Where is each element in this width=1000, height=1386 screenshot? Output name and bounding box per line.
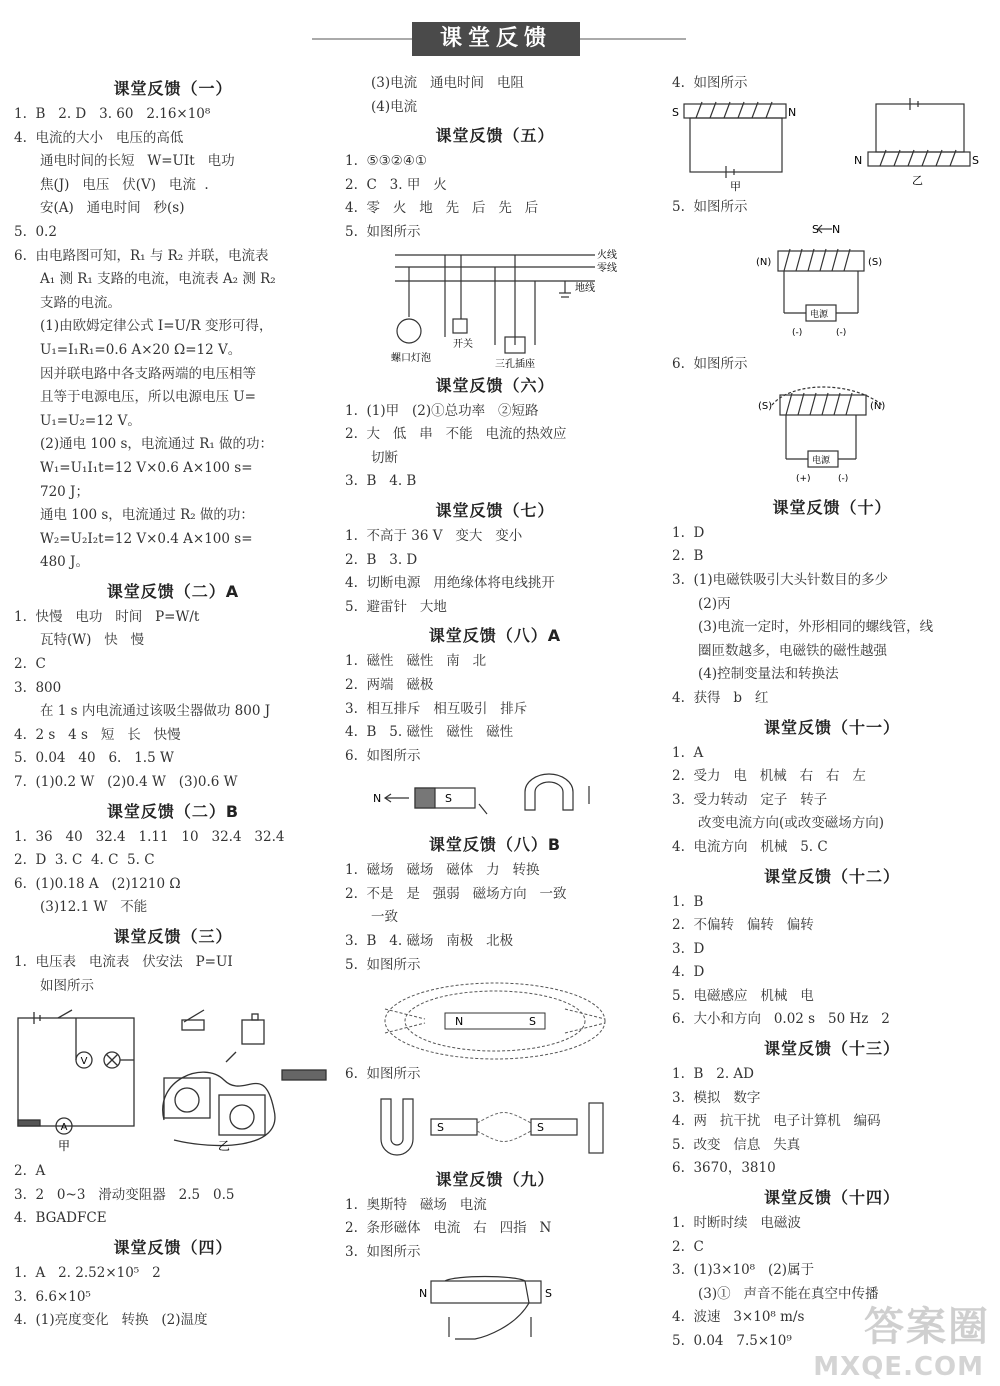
- label-top-n: N: [832, 223, 841, 237]
- answer-line: (1)由欧姆定律公式 I=U/R 变形可得，: [40, 318, 273, 335]
- answer-line: 6. 3670，3810: [672, 1160, 776, 1177]
- answer-line: 6. (1)0.18 A (2)1210 Ω: [14, 875, 181, 892]
- answer-line: 2. C 3. 甲 火: [345, 176, 447, 193]
- answer-line: 5. 避雷针 大地: [345, 598, 447, 615]
- label-minus: (-): [838, 473, 849, 484]
- answer-line: 2. 不是 是 强弱 磁场方向 一致: [345, 885, 567, 902]
- header-rule-right: [580, 38, 686, 40]
- answer-line: 2. 大 低 串 不能 电流的热效应: [345, 426, 567, 443]
- label-yi: 乙: [912, 173, 923, 187]
- label-s: S: [437, 1120, 444, 1134]
- answer-line: 5. 0.04 7.5×10⁹: [672, 1333, 792, 1349]
- figure-solenoids: [672, 98, 992, 194]
- answer-line: 3. (1)电磁铁吸引大头针数目的多少: [672, 571, 889, 588]
- answer-line: 4. 电流的大小 电压的高低: [14, 129, 184, 146]
- answer-line: 3. B 4. B: [345, 473, 417, 490]
- label-socket: 三孔插座: [495, 358, 535, 369]
- figure-magnets-field: [345, 1089, 645, 1163]
- meter-v-label: V: [80, 1056, 88, 1068]
- answer-line: 3. B 4. 磁场 南极 北极: [345, 933, 514, 950]
- label-left-pole: (S): [758, 400, 773, 412]
- section-title: 课堂反馈（十四）: [763, 1188, 900, 1208]
- answer-line: 3. 如图所示: [345, 1244, 421, 1261]
- answer-line: 3. 受力转动 定子 转子: [672, 791, 828, 808]
- answer-line: 1. 奥斯特 磁场 电流: [345, 1196, 487, 1213]
- answer-line: 在 1 s 内电流通过该吸尘器做功 800 J: [40, 703, 271, 720]
- label-top-s: S: [812, 223, 819, 237]
- answer-line: (2)丙: [698, 595, 731, 612]
- label-s: S: [529, 1015, 536, 1029]
- answer-line: 1. B 2. AD: [672, 1066, 755, 1083]
- answer-line: 安(A) 通电时间 秒(s): [40, 200, 185, 217]
- label-s-2: S: [537, 1120, 544, 1134]
- answer-line: 6. 如图所示: [345, 1066, 421, 1083]
- figure-circuit-3: [14, 1000, 332, 1158]
- label-left-pole: (N): [756, 257, 772, 269]
- figure-right-hand-rule: [345, 1267, 645, 1343]
- section-title: 课堂反馈（八）A: [428, 626, 562, 646]
- answer-line: 4. 零 火 地 先 后 先 后: [345, 200, 539, 217]
- label-n: N: [419, 1286, 428, 1300]
- label-plus: (+): [796, 473, 811, 484]
- figure-bar-magnet-field: [345, 979, 645, 1061]
- section-title: 课堂反馈（一）: [113, 79, 233, 98]
- answer-line: 因并联电路中各支路两端的电压相等: [40, 365, 256, 382]
- answer-line: 4. 波速 3×10⁸ m/s: [672, 1309, 805, 1326]
- answer-line: 5. 如图所示: [345, 956, 421, 973]
- answer-column-2: [345, 72, 645, 1345]
- answer-line: (2)通电 100 s，电流通过 R₁ 做的功：: [40, 436, 274, 453]
- label-s: S: [445, 792, 452, 806]
- answer-line: 1. 时断时续 电磁波: [672, 1215, 801, 1232]
- section-title: 课堂反馈（五）: [435, 126, 555, 146]
- answer-line: 2. C: [672, 1238, 704, 1255]
- section-title: 课堂反馈（三）: [113, 927, 233, 946]
- answer-line: 4. 电流方向 机械 5. C: [672, 838, 828, 855]
- label-s: S: [672, 105, 679, 119]
- answer-line: 焦(J) 电压 伏(V) 电流 .: [40, 176, 209, 193]
- answer-column-3: [672, 72, 992, 1354]
- answer-line: 且等于电源电压，所以电源电压 U=: [40, 389, 256, 406]
- figure-home-circuit: [345, 247, 645, 369]
- answer-column-1: [14, 72, 332, 1333]
- answer-line: 3. (1)3×10⁸ (2)属于: [672, 1262, 815, 1279]
- answer-line: 2. 条形磁体 电流 右 四指 N: [345, 1220, 552, 1237]
- answer-line: 3. D: [672, 940, 705, 957]
- answer-line: 一致: [371, 909, 398, 926]
- section-title: 课堂反馈（十一）: [763, 717, 900, 737]
- figure-label-jia: 甲: [57, 1139, 71, 1154]
- label-jia: 甲: [730, 179, 741, 193]
- answer-line: (3)12.1 W 不能: [40, 899, 148, 916]
- label-lamp: 螺口灯泡: [391, 352, 431, 364]
- label-power: 电源: [812, 455, 831, 466]
- answer-line: 1. 36 40 32.4 1.11 10 32.4 32.4: [14, 828, 285, 845]
- meter-a-label: A: [60, 1122, 68, 1134]
- answer-line: 3. 800: [14, 679, 62, 696]
- answer-line: 720 J；: [40, 483, 89, 500]
- answer-line: 1. D: [672, 524, 705, 541]
- figure-solenoid-power-5: [672, 221, 992, 351]
- answer-line: 2. C: [14, 656, 46, 673]
- answer-line: 1. ⑤③②④①: [345, 153, 427, 170]
- label-n: N: [373, 792, 382, 806]
- header-rule-left: [312, 38, 412, 40]
- answer-line: 4. 如图所示: [672, 75, 748, 91]
- watermark-logo: 答案圈: [864, 1304, 990, 1350]
- answer-line: 3. 相互排斥 相互吸引 排斥: [345, 700, 528, 717]
- answer-line: 1. B: [672, 893, 704, 910]
- answer-line: 5. 0.2: [14, 223, 57, 240]
- label-switch: 开关: [453, 338, 473, 350]
- answer-line: 1. 磁性 磁性 南 北: [345, 653, 487, 670]
- answer-line: 通电 100 s，电流通过 R₂ 做的功：: [40, 507, 254, 524]
- answer-line: 5. 改变 信息 失真: [672, 1136, 801, 1153]
- section-title: 课堂反馈（四）: [113, 1237, 233, 1257]
- answer-line: 4. 2 s 4 s 短 长 快慢: [14, 726, 181, 743]
- answer-line: 2. D 3. C 4. C 5. C: [14, 852, 155, 869]
- answer-line: 5. 0.04 40 6. 1.5 W: [14, 750, 174, 767]
- section-title: 课堂反馈（十二）: [763, 866, 900, 886]
- answer-line: 1. 快慢 电功 时间 P=W/t: [14, 608, 200, 625]
- answer-line: 4. 切断电源 用绝缘体将电线挑开: [345, 575, 555, 592]
- answer-line: (3)电流 通电时间 电阻: [371, 75, 524, 91]
- answer-line: 5. 如图所示: [672, 198, 748, 215]
- answer-line: W₁=U₁I₁t=12 V×0.6 A×100 s=: [40, 459, 253, 476]
- label-neutral-wire: 零线: [597, 262, 617, 274]
- answer-line: (4)控制变量法和转换法: [698, 666, 839, 683]
- answer-line: 480 J。: [40, 554, 89, 571]
- answer-line: 5. 电磁感应 机械 电: [672, 987, 814, 1004]
- answer-line: 4. (1)亮度变化 转换 (2)温度: [14, 1312, 208, 1329]
- answer-line: 如图所示: [40, 977, 94, 994]
- answer-line: 圈匝数越多，电磁铁的磁性越强: [698, 642, 887, 659]
- answer-line: 瓦特(W) 快 慢: [40, 632, 145, 649]
- answer-line: (3)① 声音不能在真空中传播: [698, 1285, 879, 1302]
- answer-line: 4. 两 抗干扰 电子计算机 编码: [672, 1113, 881, 1130]
- label-right-pole: (S): [868, 257, 883, 269]
- section-title: 课堂反馈（七）: [435, 500, 555, 520]
- figure-solenoid-power-6: [672, 379, 992, 491]
- answer-line: 2. 两端 磁极: [345, 676, 434, 693]
- answer-line: A₁ 测 R₁ 支路的电流，电流表 A₂ 测 R₂: [40, 271, 276, 288]
- answer-line: 1. 磁场 磁场 磁体 力 转换: [345, 862, 540, 879]
- label-n: N: [788, 105, 797, 119]
- answer-line: 4. 获得 b 红: [672, 689, 769, 706]
- watermark-url: MXQE.COM: [813, 1352, 984, 1382]
- answer-line: 6. 由电路图可知，R₁ 与 R₂ 并联，电流表: [14, 247, 269, 264]
- answer-line: 1. B 2. D 3. 60 2.16×10⁸: [14, 106, 211, 122]
- answer-line: 2. 受力 电 机械 右 右 左: [672, 768, 866, 785]
- answer-line: 切断: [371, 449, 398, 466]
- label-live-wire: 火线: [597, 249, 617, 261]
- answer-line: 支路的电流。: [40, 294, 121, 311]
- answer-line: U₁=U₂=12 V。: [40, 412, 141, 429]
- answer-line: 3. 6.6×10⁵: [14, 1288, 91, 1305]
- answer-line: 3. 2 0~3 滑动变阻器 2.5 0.5: [14, 1186, 235, 1203]
- page-title: 课堂反馈: [412, 22, 580, 56]
- label-power: 电源: [810, 310, 829, 321]
- section-title: 课堂反馈（八）B: [428, 835, 562, 855]
- answer-line: 1. (1)甲 (2)①总功率 ②短路: [345, 402, 539, 419]
- answer-line: 6. 如图所示: [672, 356, 748, 373]
- label-s-2: S: [972, 153, 979, 167]
- answer-line: 6. 如图所示: [345, 747, 421, 764]
- answer-line: (3)电流一定时，外形相同的螺线管，线: [698, 619, 934, 636]
- answer-line: 通电时间的长短 W=UIt 电功: [40, 153, 235, 170]
- answer-line: 6. 大小和方向 0.02 s 50 Hz 2: [672, 1011, 890, 1028]
- answer-line: (4)电流: [371, 98, 418, 115]
- answer-line: 1. 电压表 电流表 伏安法 P=UI: [14, 954, 233, 970]
- section-title: 课堂反馈（十三）: [763, 1039, 900, 1059]
- answer-line: 1. A: [672, 744, 704, 761]
- figure-label-yi: 乙: [217, 1139, 231, 1154]
- answer-line: 4. BGADFCE: [14, 1210, 107, 1227]
- answer-line: 3. 模拟 数字: [672, 1089, 761, 1106]
- answer-line: 1. A 2. 2.52×10⁵ 2: [14, 1264, 161, 1281]
- label-right-pole: (N): [870, 400, 886, 412]
- label-n-2: N: [854, 153, 863, 167]
- answer-line: 2. 不偏转 偏转 偏转: [672, 917, 814, 934]
- answer-line: 5. 如图所示: [345, 223, 421, 240]
- answer-line: 2. B: [672, 548, 704, 565]
- answer-line: 2. A: [14, 1163, 46, 1180]
- answer-line: 改变电流方向(或改变磁场方向): [698, 815, 885, 832]
- section-title: 课堂反馈（二）A: [106, 581, 240, 601]
- section-title: 课堂反馈（二）B: [106, 801, 240, 821]
- answer-line: U₁=I₁R₁=0.6 A×20 Ω=12 V。: [40, 341, 242, 358]
- answer-line: 4. D: [672, 964, 705, 981]
- figure-magnet-needle: [345, 770, 645, 828]
- answer-line: 2. B 3. D: [345, 551, 418, 568]
- label-minus-left: (-): [792, 328, 803, 339]
- label-s: S: [545, 1286, 552, 1300]
- answer-line: 7. (1)0.2 W (2)0.4 W (3)0.6 W: [14, 774, 238, 791]
- label-minus-right: (-): [836, 328, 847, 339]
- section-title: 课堂反馈（六）: [435, 375, 555, 395]
- label-n: N: [455, 1015, 464, 1029]
- answer-line: W₂=U₂I₂t=12 V×0.4 A×100 s=: [40, 530, 253, 547]
- answer-line: 4. B 5. 磁性 磁性 磁性: [345, 724, 514, 741]
- section-title: 课堂反馈（十）: [772, 497, 892, 517]
- label-ground-wire: 地线: [575, 282, 595, 294]
- answer-line: 1. 不高于 36 V 变大 变小: [345, 527, 523, 544]
- section-title: 课堂反馈（九）: [435, 1169, 555, 1189]
